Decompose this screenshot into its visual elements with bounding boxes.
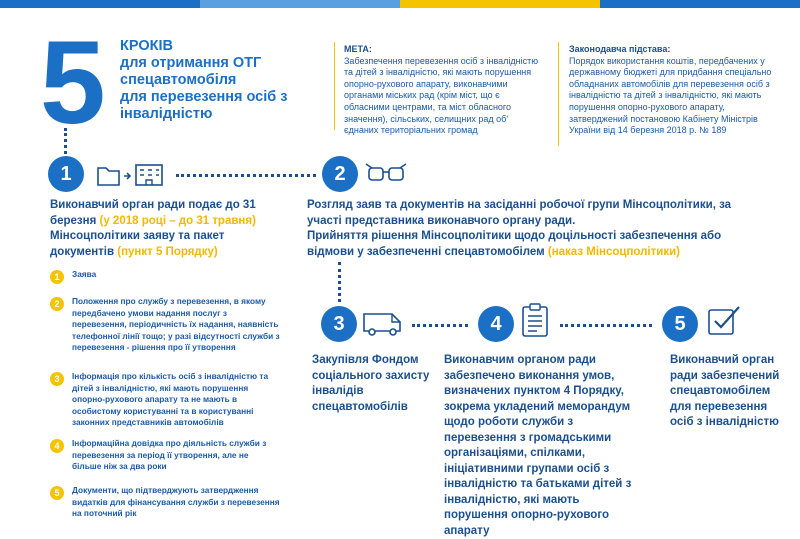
document-item <box>50 371 280 429</box>
step-5-circle: 5 <box>662 306 698 342</box>
document-item <box>50 296 280 354</box>
top-color-strip <box>0 0 800 8</box>
goal-block <box>344 44 544 137</box>
title-line-1: КРОКІВ <box>120 38 173 54</box>
step-2-circle: 2 <box>322 156 358 192</box>
doc-number-badge: 3 <box>50 372 64 386</box>
document-item <box>50 269 280 284</box>
doc-text: Заява <box>72 269 97 279</box>
step-1-text: Виконавчий орган ради подає до 31 березня (у 2018 році – до 31 травня) Мінсоцполітики заяву та пакет документів (пункт 5 Порядку) <box>50 199 256 258</box>
clipboard-icon <box>520 302 550 338</box>
connector-dots <box>176 174 316 177</box>
divider-line <box>558 42 559 146</box>
step-5-text: Виконавчий орган ради забезпечений спецавтомобілем для перевезення осіб з інвалідністю <box>670 354 780 428</box>
doc-text: Інформаційна довідка про діяльність служби з перевезення за період її утворення, але не більше ніж за два роки <box>72 438 267 471</box>
goal-label: МЕТА: <box>344 44 372 54</box>
divider-line <box>334 42 335 130</box>
step-3-text: Закупівля Фондом соціального захисту інвалідів спецавтомобілів <box>312 354 430 413</box>
legal-basis-label: Законодавча підстава: <box>569 44 671 54</box>
van-icon <box>362 310 406 338</box>
title-line-5: інвалідністю <box>120 106 213 122</box>
title-line-4: для перевезення осіб з <box>120 89 288 105</box>
connector-dots <box>338 262 341 302</box>
legal-basis-text: Порядок використання коштів, передбачених у державному бюджеті для придбання спеціально обладнаних автомобілів для перевезення осіб з інвалідністю та дітей з інвалідністю, які мають порушення опорно-рухового апарату, затверджений постановою Кабінету Міністрів України від 14 березня 2018 р. № 189 <box>569 55 772 136</box>
legal-basis-block <box>569 44 784 137</box>
doc-text: Інформація про кількість осіб з інвалідністю та дітей з інвалідністю, які мають порушення опорно-рухового апарату та не мають в особистому користуванні та в користуванні законних представників автомобілів <box>72 371 269 427</box>
folder-to-building-icon <box>96 162 166 188</box>
connector-dots <box>412 324 468 327</box>
big-number-five: 5 <box>40 17 106 149</box>
title-line-2: для отримання ОТГ <box>120 55 262 71</box>
step-1-circle: 1 <box>48 156 84 192</box>
document-item <box>50 438 280 473</box>
doc-number-badge: 5 <box>50 486 64 500</box>
document-item <box>50 485 280 520</box>
doc-number-badge: 1 <box>50 270 64 284</box>
doc-number-badge: 4 <box>50 439 64 453</box>
checkbox-icon <box>706 304 744 338</box>
doc-text: Документи, що підтверджують затвердження видатків для фінансування служби з перевезення на поточний рік <box>72 485 280 518</box>
step-4-circle: 4 <box>478 306 514 342</box>
doc-number-badge: 2 <box>50 297 64 311</box>
title-line-3: спецавтомобіля <box>120 72 237 88</box>
step-3-circle: 3 <box>321 306 357 342</box>
step-4-text: Виконавчим органом ради забезпечено виконання умов, визначених пунктом 4 Порядку, зокрема укладений меморандум щодо роботи служби з перевезення з громадськими організаціями, спілками, ініціативними групами осіб з інвалідністю та батьками дітей з інвалідністю, які мають порушення опорно-рухового апарату <box>444 354 632 537</box>
page-title <box>120 38 320 123</box>
connector-dots <box>560 324 652 327</box>
step-2-text: Розгляд заяв та документів на засіданні робочої групи Мінсоцполітики, за участі представника виконавчого органу ради. Прийняття рішення Мінсоцполітики щодо доцільності забезпечення або відмови у забезпеченні спецавтомобілем (наказ Мінсоцполітики) <box>307 199 732 258</box>
doc-text: Положення про службу з перевезення, в якому передбачено умови надання послуг з перевезення, періодичність їх надання, наявність телефонної лінії тощо; у разі відсутності служби з перевезення - рішення про її утворення <box>72 296 280 352</box>
connector-dots <box>64 128 67 154</box>
glasses-icon <box>364 160 408 186</box>
goal-text: Забезпечення перевезення осіб з інвалідністю та дітей з інвалідністю, які мають порушення опорно-рухового апарату, виконавчими органами міських рад (крім міст, що є обласними центрами, та міст обласного значення), сільських, селищних рад об' єднаних територіальних громад <box>344 55 539 136</box>
